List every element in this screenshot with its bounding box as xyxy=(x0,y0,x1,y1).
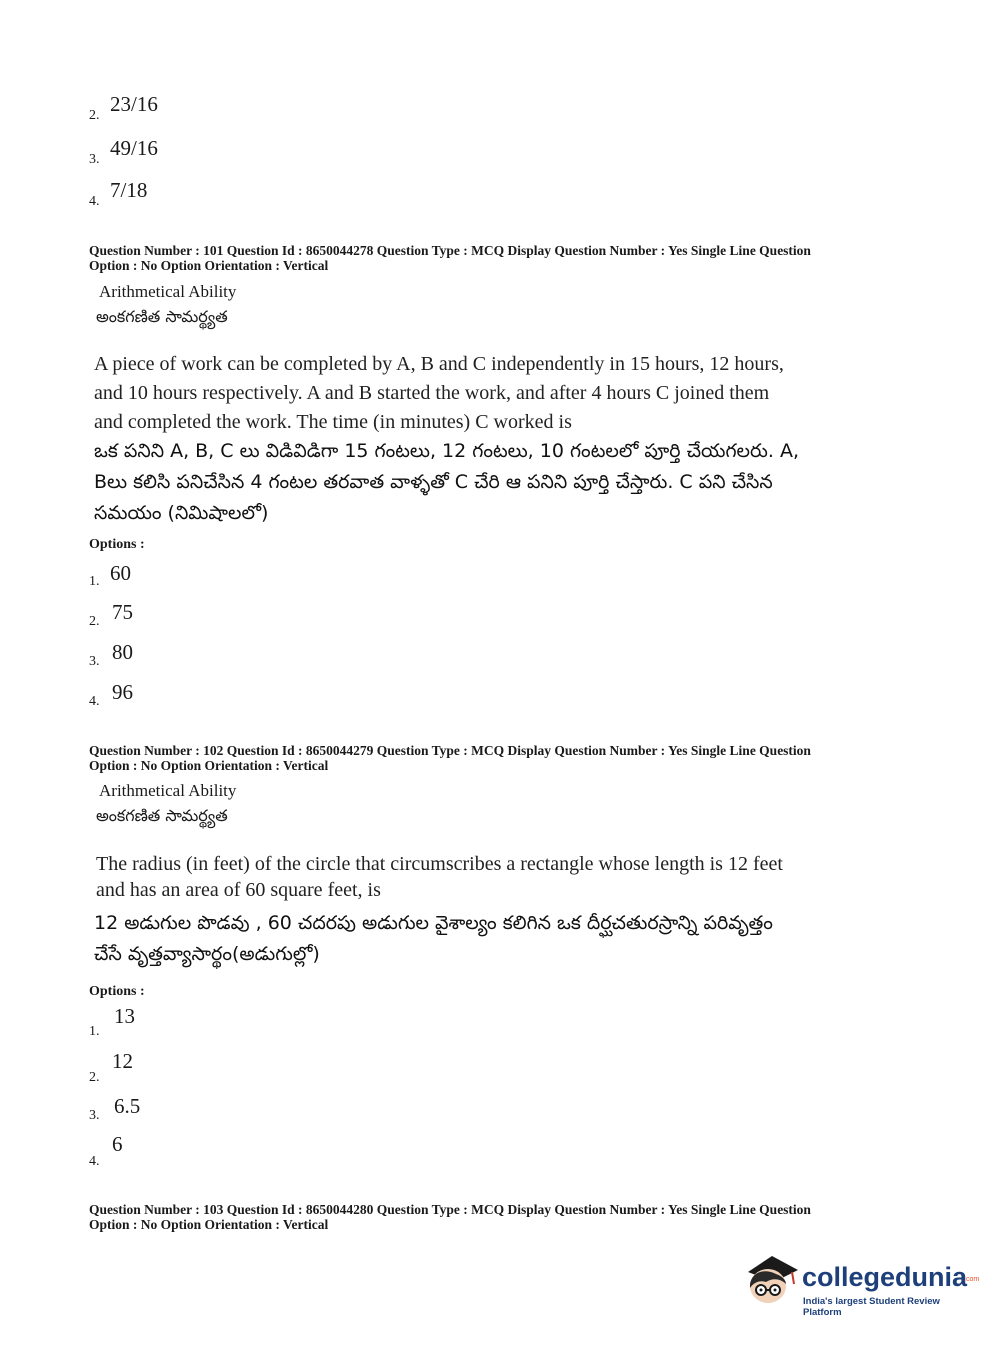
question-line: 12 అడుగుల పొడవు , 60 చదరపు అడుగుల వైశాల్యం కలిగిన ఒక దీర్ఘచతురస్రాన్ని పరివృత్తం xyxy=(94,912,773,934)
option-number: 4. xyxy=(89,1154,100,1169)
logo-wordmark: collegedunia xyxy=(802,1262,968,1292)
question-line: A piece of work can be completed by A, B and C independently in 15 hours, 12 hours, xyxy=(94,353,784,375)
question-line: ఒక పనిని A, B, C లు విడివిడిగా 15 గంటలు, 12 గంటలు, 10 గంటలలో పూర్తి చేయగలరు. A, xyxy=(94,440,799,462)
question-text-english xyxy=(96,850,783,905)
question-meta-line: Question Number : 102 Question Id : 8650044279 Question Type : MCQ Display Question Number : Yes Single Line Question xyxy=(89,743,811,758)
logo-domain-suffix: .com xyxy=(964,1276,980,1283)
option-number: 3. xyxy=(89,654,100,669)
option-value: 60 xyxy=(110,561,131,585)
question-line: and completed the work. The time (in minutes) C worked is xyxy=(94,411,572,433)
subject-english: Arithmetical Ability xyxy=(99,781,237,800)
question-meta-line: Question Number : 103 Question Id : 8650044280 Question Type : MCQ Display Question Number : Yes Single Line Question xyxy=(89,1202,811,1217)
option-number: 2. xyxy=(89,1070,100,1085)
option-number: 1. xyxy=(89,574,100,589)
question-text-english xyxy=(94,350,784,437)
options-label: Options : xyxy=(89,984,145,999)
option-number: 2. xyxy=(89,108,100,123)
question-meta-line: Question Number : 101 Question Id : 8650044278 Question Type : MCQ Display Question Number : Yes Single Line Question xyxy=(89,243,811,258)
option-value: 7/18 xyxy=(110,178,148,202)
option-number: 2. xyxy=(89,614,100,629)
question-line: సమయం (నిమిషాలలో) xyxy=(94,502,269,524)
question-meta-line: Option : No Option Orientation : Vertical xyxy=(89,758,329,773)
option-value: 49/16 xyxy=(110,136,158,160)
question-text-telugu xyxy=(94,436,799,529)
question-meta-line: Option : No Option Orientation : Vertical xyxy=(89,1217,329,1232)
question-line: and 10 hours respectively. A and B started the work, and after 4 hours C joined them xyxy=(94,382,770,404)
question-meta-line: Option : No Option Orientation : Vertical xyxy=(89,258,329,273)
subject-telugu: అంకగణిత సామర్థ్యత xyxy=(96,307,228,326)
collegedunia-logo xyxy=(742,1250,980,1318)
question-line: Bలు కలిసి పనిచేసిన 4 గంటల తరవాత వాళ్ళతో C చేరి ఆ పనిని పూర్తి చేస్తారు. C పని చేసిన xyxy=(94,471,773,493)
option-value: 12 xyxy=(112,1049,133,1073)
option-value: 80 xyxy=(112,640,133,664)
question-text-telugu xyxy=(94,908,773,970)
mascot-icon xyxy=(742,1250,802,1310)
options-label: Options : xyxy=(89,537,145,552)
question-line: and has an area of 60 square feet, is xyxy=(96,879,381,901)
option-number: 1. xyxy=(89,1024,100,1039)
option-value: 6 xyxy=(112,1132,123,1156)
option-number: 3. xyxy=(89,1108,100,1123)
option-number: 3. xyxy=(89,152,100,167)
option-value: 23/16 xyxy=(110,92,158,116)
option-value: 13 xyxy=(114,1004,135,1028)
option-value: 75 xyxy=(112,600,133,624)
question-line: The radius (in feet) of the circle that circumscribes a rectangle whose length is 12 feet xyxy=(96,853,783,875)
subject-english: Arithmetical Ability xyxy=(99,282,237,301)
option-number: 4. xyxy=(89,694,100,709)
option-value: 96 xyxy=(112,680,133,704)
option-number: 4. xyxy=(89,194,100,209)
option-value: 6.5 xyxy=(114,1094,141,1118)
subject-telugu: అంకగణిత సామర్థ్యత xyxy=(96,806,228,825)
logo-tagline: India's largest Student Review Platform xyxy=(803,1296,940,1318)
question-line: చేసే వృత్తవ్యాసార్థం(అడుగుల్లో) xyxy=(94,943,320,965)
